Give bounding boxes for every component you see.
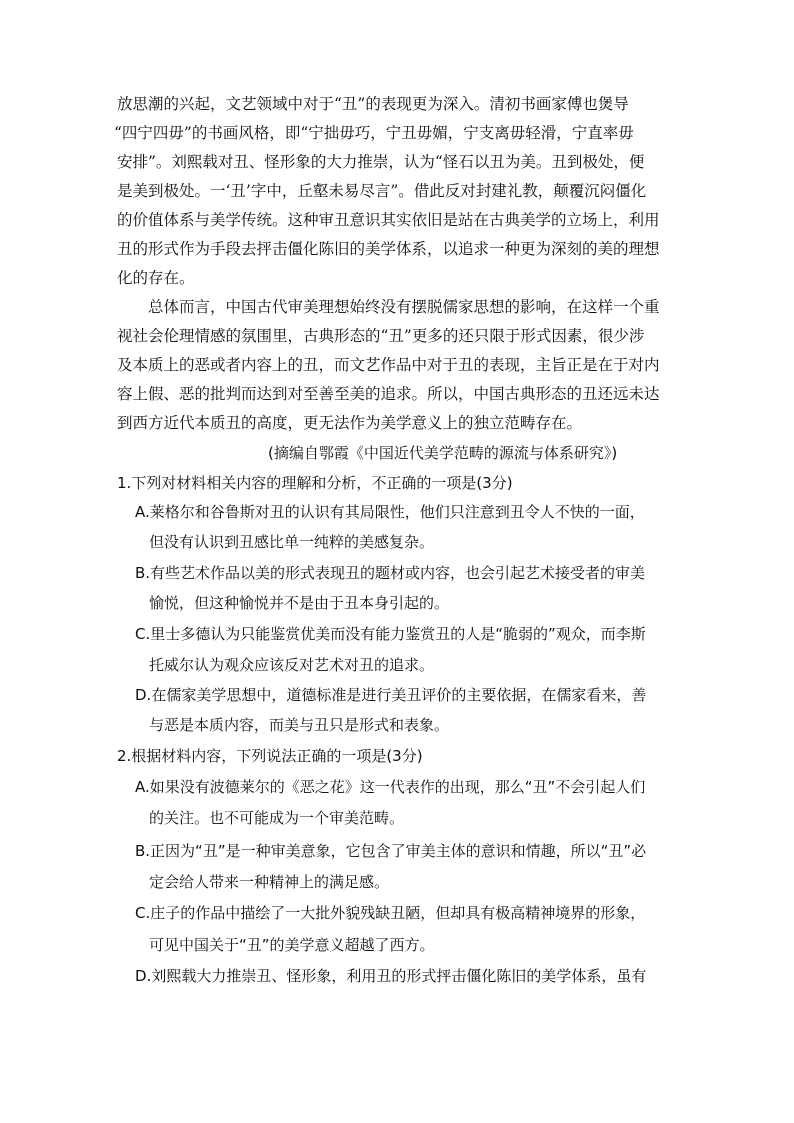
- option-b: B.正因为“丑”是一种审美意象，它包含了审美主体的意识和情趣，所以“丑”必: [135, 842, 647, 860]
- paragraph-line: 是美到极处。一‘丑’字中，丘壑未易尽言”。借此反对封建礼教，颠覆沉闷僵化: [117, 182, 647, 200]
- option-b-cont: 愉悦，但这种愉悦并不是由于丑本身引起的。: [149, 594, 450, 612]
- paragraph-line: 丑的形式作为手段去抨击僵化陈旧的美学体系，以追求一种更为深刻的美的理想: [117, 240, 660, 258]
- option-c-cont: 可见中国关于“丑”的美学意义超越了西方。: [149, 936, 435, 954]
- question-stem: 1.下列对材料相关内容的理解和分析，不正确的一项是(3分): [117, 474, 513, 492]
- option-d: D.在儒家美学思想中，道德标准是进行美丑评价的主要依据，在儒家看来，善: [135, 686, 647, 704]
- option-c: C.里士多德认为只能鉴赏优美而没有能力鉴赏丑的人是“脆弱的”观众，而李斯: [135, 625, 646, 643]
- paragraph-line: 的价值体系与美学传统。这种审丑意识其实依旧是站在古典美学的立场上，利用: [117, 211, 660, 229]
- paragraph-line: 安排”。刘熙载对丑、怪形象的大力推崇，认为“怪石以丑为美。丑到极处，便: [117, 153, 645, 171]
- option-d-cont: 与恶是本质内容，而美与丑只是形式和表象。: [149, 716, 450, 734]
- option-c-cont: 托威尔认为观众应该反对艺术对丑的追求。: [149, 656, 435, 674]
- paragraph-line: “四宁四毋”的书画风格，即“宁拙毋巧，宁丑毋媚，宁支离毋轻滑，宁直率毋: [114, 124, 634, 142]
- option-b-cont: 定会给人带来一种精神上的满足感。: [149, 873, 390, 891]
- paragraph-line: 到西方近代本质丑的高度，更无法作为美学意义上的独立范畴存在。: [117, 414, 583, 432]
- paragraph-line: 及本质上的恶或者内容上的丑，而文艺作品中对于丑的表现，主旨正是在于对内: [117, 356, 660, 374]
- question-stem: 2.根据材料内容，下列说法正确的一项是(3分): [117, 747, 423, 765]
- option-a: A.莱格尔和谷鲁斯对丑的认识有其局限性，他们只注意到丑令人不快的一面，: [135, 503, 645, 521]
- option-d: D.刘熙载大力推崇丑、怪形象，利用丑的形式抨击僵化陈旧的美学体系，虽有: [135, 967, 647, 985]
- option-a-cont: 但没有认识到丑感比单一纯粹的美感复杂。: [149, 533, 435, 551]
- paragraph-line: 容上假、恶的批判而达到对至善至美的追求。所以，中国古典形态的丑还远未达: [117, 385, 660, 403]
- option-a-cont: 的关注。也不可能成为一个审美范畴。: [149, 809, 405, 827]
- paragraph-line: 总体而言，中国古代审美理想始终没有摆脱儒家思想的影响，在这样一个重: [148, 298, 660, 316]
- paragraph-line: 视社会伦理情感的氛围里，古典形态的“丑”更多的还只限于形式因素，很少涉: [117, 327, 645, 345]
- source-citation: (摘编自鄂霞《中国近代美学范畴的源流与体系研究》): [268, 444, 618, 462]
- option-c: C.庄子的作品中描绘了一大批外貌残缺丑陋，但却具有极高精神境界的形象，: [135, 904, 646, 922]
- paragraph-line: 化的存在。: [117, 269, 195, 287]
- paragraph-line: 放思潮的兴起，文艺领域中对于“丑”的表现更为深入。清初书画家傅也煲导: [117, 95, 629, 113]
- option-b: B.有些艺术作品以美的形式表现丑的题材或内容，也会引起艺术接受者的审美: [135, 564, 646, 582]
- option-a: A.如果没有波德莱尔的《恶之花》这一代表作的出现，那么“丑”不会引起人们: [135, 778, 646, 796]
